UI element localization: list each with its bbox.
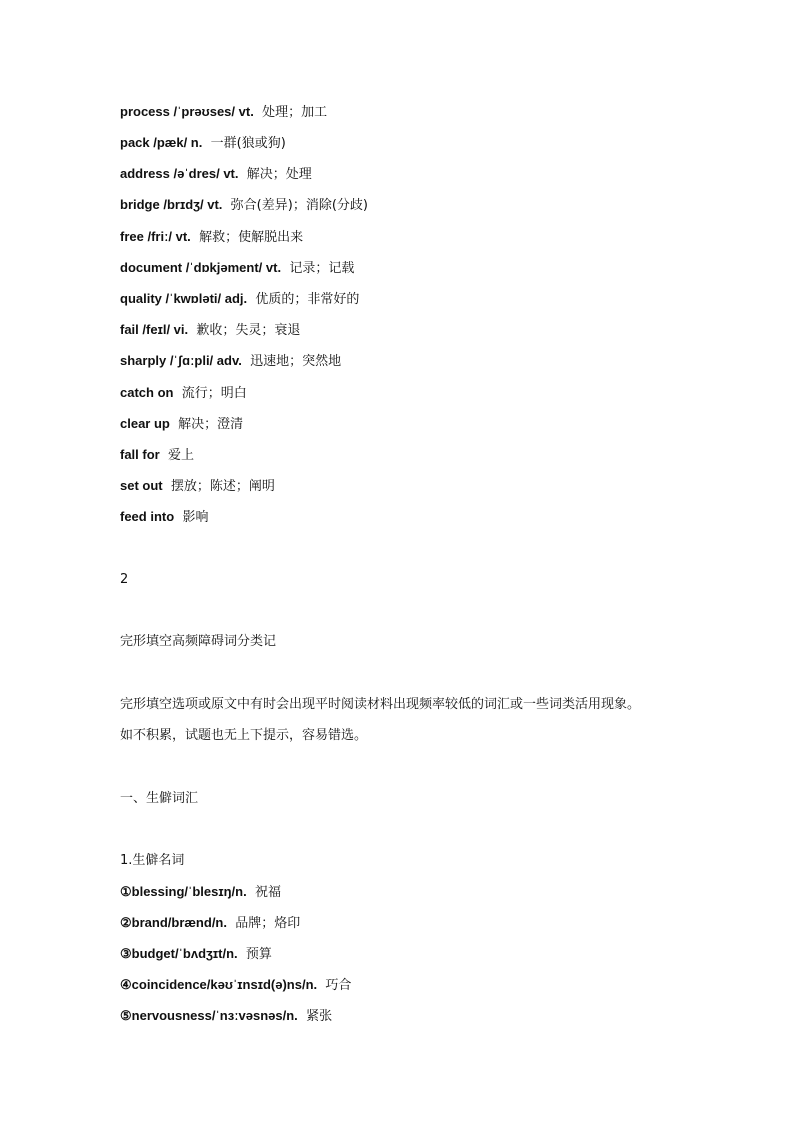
vocab-meaning: 爱上: [168, 448, 195, 463]
section-title: 完形填空高频障碍词分类记: [120, 634, 277, 649]
vocab-term: catch on: [120, 385, 174, 400]
noun-meaning: 预算: [245, 947, 272, 962]
vocab-item: [120, 320, 720, 341]
vocab-item: [120, 351, 720, 372]
vocab-meaning: 歉收；失灵；衰退: [196, 323, 301, 338]
vocab-item: [120, 476, 720, 497]
vocab-term: pack /pæk/ n.: [120, 135, 203, 150]
vocab-meaning: 处理；加工: [262, 105, 328, 120]
vocab-term: fall for: [120, 447, 160, 462]
vocab-term: free /friː/ vt.: [120, 229, 191, 244]
intro-paragraph-line-2: 如不积累，试题也无上下提示，容易错选。: [120, 728, 368, 743]
vocab-item: [120, 445, 720, 466]
vocab-item: [120, 258, 720, 279]
vocab-item: [120, 289, 720, 310]
vocab-item: [120, 507, 720, 528]
noun-term: ②brand/brænd/n.: [120, 915, 227, 930]
vocab-term: address /əˈdres/ vt.: [120, 166, 239, 181]
vocab-item: [120, 227, 720, 248]
noun-meaning: 祝福: [254, 885, 281, 900]
noun-item: [120, 882, 720, 903]
noun-meaning: 品牌；烙印: [235, 916, 301, 931]
noun-item: [120, 975, 720, 996]
intro-paragraph-line-1: 完形填空选项或原文中有时会出现平时阅读材料出现频率较低的词汇或一些词类活用现象。: [120, 697, 641, 712]
heading-rare-vocabulary: 一、生僻词汇: [120, 791, 199, 806]
vocab-item: [120, 414, 720, 435]
vocab-term: fail /feɪl/ vi.: [120, 322, 189, 337]
noun-meaning: 紧张: [306, 1009, 333, 1024]
noun-term: ⑤nervousness/ˈnɜːvəsnəs/n.: [120, 1008, 298, 1023]
vocab-item: [120, 383, 720, 404]
vocab-term: bridge /brɪdʒ/ vt.: [120, 197, 223, 212]
vocab-term: document /ˈdɒkjəment/ vt.: [120, 260, 282, 275]
vocab-term: process /ˈprəʊses/ vt.: [120, 104, 254, 119]
vocab-meaning: 解决；处理: [246, 167, 312, 182]
noun-item: [120, 944, 720, 965]
vocab-meaning: 解救；使解脱出来: [199, 230, 304, 245]
vocab-meaning: 影响: [182, 510, 209, 525]
vocab-term: sharply /ˈʃɑːpli/ adv.: [120, 353, 242, 368]
vocab-meaning: 记录；记载: [289, 261, 355, 276]
noun-term: ①blessing/ˈblesɪŋ/n.: [120, 884, 247, 899]
vocab-item: [120, 102, 720, 123]
vocab-meaning: 解决；澄清: [178, 417, 244, 432]
vocab-meaning: 一群(狼或狗): [210, 136, 286, 151]
vocab-meaning: 流行；明白: [181, 386, 247, 401]
vocab-item: [120, 164, 720, 185]
vocab-meaning: 迅速地；突然地: [250, 354, 342, 369]
vocab-term: clear up: [120, 416, 170, 431]
noun-item: [120, 1006, 720, 1027]
vocab-term: feed into: [120, 509, 175, 524]
noun-term: ④coincidence/kəʊˈɪnsɪd(ə)ns/n.: [120, 977, 318, 992]
vocab-meaning: 摆放；陈述；阐明: [170, 479, 275, 494]
noun-item: [120, 913, 720, 934]
vocab-meaning: 弥合(差异)；消除(分歧): [230, 198, 368, 213]
vocab-item: [120, 133, 720, 154]
vocab-term: set out: [120, 478, 163, 493]
subheading-rare-nouns: 1.生僻名词: [120, 853, 185, 868]
vocab-meaning: 优质的；非常好的: [255, 292, 360, 307]
vocab-term: quality /ˈkwɒləti/ adj.: [120, 291, 248, 306]
vocab-item: [120, 195, 720, 216]
noun-term: ③budget/ˈbʌdʒɪt/n.: [120, 946, 238, 961]
section-number: 2: [120, 572, 129, 587]
noun-meaning: 巧合: [325, 978, 352, 993]
